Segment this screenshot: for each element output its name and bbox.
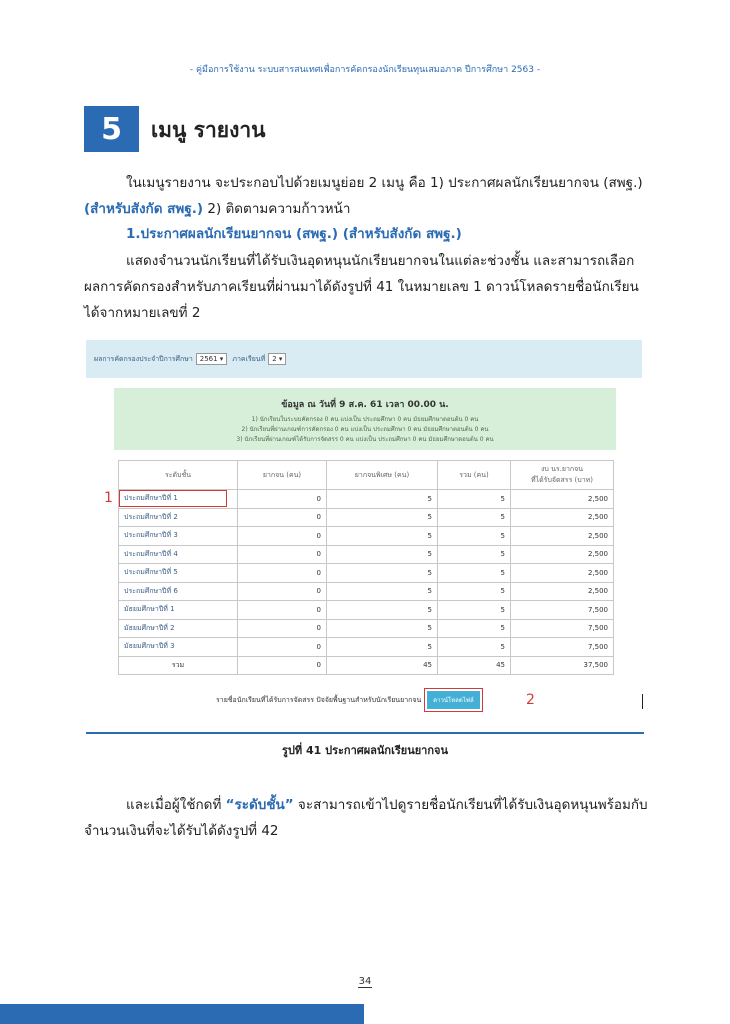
table-cell: 5 xyxy=(438,601,511,620)
year-select[interactable]: 2561 ▾ xyxy=(196,353,228,365)
footer-bar xyxy=(0,1004,364,1024)
col-header-poor: ยากจน (คน) xyxy=(238,461,327,490)
col-header-very-poor: ยากจนพิเศษ (คน) xyxy=(327,461,438,490)
col-header-budget: งบ นร.ยากจน ที่ได้รับจัดสรร (บาท) xyxy=(511,461,614,490)
level-link[interactable]: ประถมศึกษาปีที่ 1 xyxy=(119,490,238,509)
marker-2: 2 xyxy=(526,692,535,708)
table-cell: 7,500 xyxy=(511,638,614,657)
table-cell: 45 xyxy=(438,656,511,675)
table-row xyxy=(119,508,614,527)
table-cell: 45 xyxy=(327,656,438,675)
table-cell: 2,500 xyxy=(511,527,614,546)
table-cell: 5 xyxy=(327,564,438,583)
info-title: ข้อมูล ณ วันที่ 9 ส.ค. 61 เวลา 00.00 น. xyxy=(281,400,449,410)
level-link[interactable]: มัธยมศึกษาปีที่ 2 xyxy=(119,619,238,638)
info-line: 1) นักเรียนในระบบคัดกรอง 0 คน แบ่งเป็น ประถมศึกษา 0 คน มัธยมศึกษาตอนต้น 0 คน xyxy=(251,416,479,423)
term-select[interactable]: 2 ▾ xyxy=(268,353,286,365)
col-header-total: รวม (คน) xyxy=(438,461,511,490)
table-cell: 5 xyxy=(327,490,438,509)
report-screenshot xyxy=(86,340,646,735)
info-line: 2) นักเรียนที่ผ่านเกณฑ์การคัดกรอง 0 คน แบ่งเป็น ประถมศึกษา 0 คน มัธยมศึกษาตอนต้น 0 คน xyxy=(241,426,489,433)
subheading: 1.ประกาศผลนักเรียนยากจน (สพฐ.) (สำหรับสังกัด สพฐ.) xyxy=(126,226,462,242)
intro-line2-rest: 2) ติดตามความก้าวหน้า xyxy=(203,201,351,217)
table-cell: 5 xyxy=(327,545,438,564)
table-header-row xyxy=(119,461,614,490)
table-cell: 7,500 xyxy=(511,601,614,620)
table-cell: 5 xyxy=(327,508,438,527)
section-title: เมนู รายงาน xyxy=(151,118,266,142)
table-cell: 0 xyxy=(238,527,327,546)
table-cell: 0 xyxy=(238,564,327,583)
table-cell: 2,500 xyxy=(511,582,614,601)
table-row xyxy=(119,638,614,657)
table-cell: 0 xyxy=(238,601,327,620)
description-text: แสดงจำนวนนักเรียนที่ได้รับเงินอุดหนุนนักเรียนยากจนในแต่ละช่วงชั้น และสามารถเลือกผลการคัดกรองสำหรับภาคเรียนที่ผ่านมาได้ดังรูปที่ 41 ในหมายเลข 1 ดาวน์โหลดรายชื่อนักเรียนได้จากหมายเลขที่ 2 xyxy=(84,253,639,321)
table-cell: 37,500 xyxy=(511,656,614,675)
table-row xyxy=(119,545,614,564)
table-cell: 7,500 xyxy=(511,619,614,638)
table-cell: 5 xyxy=(327,601,438,620)
table-cell: 2,500 xyxy=(511,545,614,564)
table-cell: 5 xyxy=(438,564,511,583)
level-link[interactable]: ประถมศึกษาปีที่ 3 xyxy=(119,527,238,546)
followup-paragraph xyxy=(84,792,650,844)
level-link[interactable]: ประถมศึกษาปีที่ 4 xyxy=(119,545,238,564)
table-cell: 2,500 xyxy=(511,508,614,527)
level-link[interactable]: ประถมศึกษาปีที่ 5 xyxy=(119,564,238,583)
filter-bar xyxy=(86,340,642,378)
table-row xyxy=(119,527,614,546)
info-panel xyxy=(114,388,616,450)
intro-paragraph xyxy=(84,170,650,222)
followup-before: และเมื่อผู้ใช้กดที่ xyxy=(126,797,226,813)
total-label: รวม xyxy=(119,656,238,675)
table-cell: 2,500 xyxy=(511,564,614,583)
download-button[interactable]: ดาวน์โหลดไฟล์ xyxy=(427,691,479,709)
highlight-box-2 xyxy=(424,688,482,712)
table-cell: 5 xyxy=(438,638,511,657)
download-row xyxy=(216,688,483,712)
table-cell: 5 xyxy=(327,582,438,601)
intro-blue-text: (สำหรับสังกัด สพฐ.) xyxy=(84,201,204,217)
level-link[interactable]: มัธยมศึกษาปีที่ 3 xyxy=(119,638,238,657)
table-cell: 5 xyxy=(327,619,438,638)
marker-1: 1 xyxy=(104,490,113,506)
table-cell: 0 xyxy=(238,656,327,675)
table-cell: 5 xyxy=(438,508,511,527)
table-row xyxy=(119,564,614,583)
table-cell: 5 xyxy=(327,638,438,657)
table-cell: 0 xyxy=(238,619,327,638)
table-cell: 0 xyxy=(238,545,327,564)
intro-line1: ในเมนูรายงาน จะประกอบไปด้วยเมนูย่อย 2 เมนู คือ 1) ประกาศผลนักเรียนยากจน (สพฐ.) xyxy=(126,175,643,191)
table-cell: 5 xyxy=(438,490,511,509)
description-paragraph xyxy=(84,248,650,326)
table-row xyxy=(119,601,614,620)
table-cell: 5 xyxy=(438,619,511,638)
level-link[interactable]: ประถมศึกษาปีที่ 2 xyxy=(119,508,238,527)
page-number xyxy=(0,976,730,987)
table-cell: 0 xyxy=(238,508,327,527)
figure-caption: รูปที่ 41 ประกาศผลนักเรียนยากจน xyxy=(282,744,448,757)
table-total-row xyxy=(119,656,614,675)
table-cell: 5 xyxy=(327,527,438,546)
table-row xyxy=(119,619,614,638)
year-label: ผลการคัดกรองประจำปีการศึกษา xyxy=(94,354,193,363)
table-cell: 5 xyxy=(438,527,511,546)
level-link[interactable]: ประถมศึกษาปีที่ 6 xyxy=(119,582,238,601)
section-number-badge: 5 xyxy=(84,106,139,152)
info-line: 3) นักเรียนที่ผ่านเกณฑ์ได้รับการจัดสรร 0 คน แบ่งเป็น ประถมศึกษา 0 คน มัธยมศึกษาตอนต้น 0 คน xyxy=(236,436,494,443)
table-cell: 2,500 xyxy=(511,490,614,509)
text-cursor xyxy=(642,694,643,709)
caption-divider xyxy=(86,732,644,734)
followup-after: จะสามารถเข้าไปดูรายชื่อนักเรียนที่ได้รับเงินอุดหนุนพร้อมกับจำนวนเงินที่จะได้รับได้ดังรูปที่ 42 xyxy=(84,797,648,839)
table-cell: 5 xyxy=(438,545,511,564)
table-cell: 0 xyxy=(238,582,327,601)
table-cell: 0 xyxy=(238,638,327,657)
term-label: ภาคเรียนที่ xyxy=(232,354,266,363)
level-link[interactable]: มัธยมศึกษาปีที่ 1 xyxy=(119,601,238,620)
page-number-text: 34 xyxy=(358,976,372,987)
table-row xyxy=(119,582,614,601)
followup-quote: “ระดับชั้น” xyxy=(225,797,294,813)
col-header-level: ระดับชั้น xyxy=(119,461,238,490)
running-header: - คู่มือการใช้งาน ระบบสารสนเทศเพื่อการคัดกรองนักเรียนทุนเสมอภาค ปีการศึกษา 2563 - xyxy=(189,65,541,75)
highlight-box-1 xyxy=(119,490,227,507)
table-cell: 0 xyxy=(238,490,327,509)
table-cell: 5 xyxy=(438,582,511,601)
download-label: รายชื่อนักเรียนที่ได้รับการจัดสรร ปัจจัยพื้นฐานสำหรับนักเรียนยากจน xyxy=(216,695,422,704)
